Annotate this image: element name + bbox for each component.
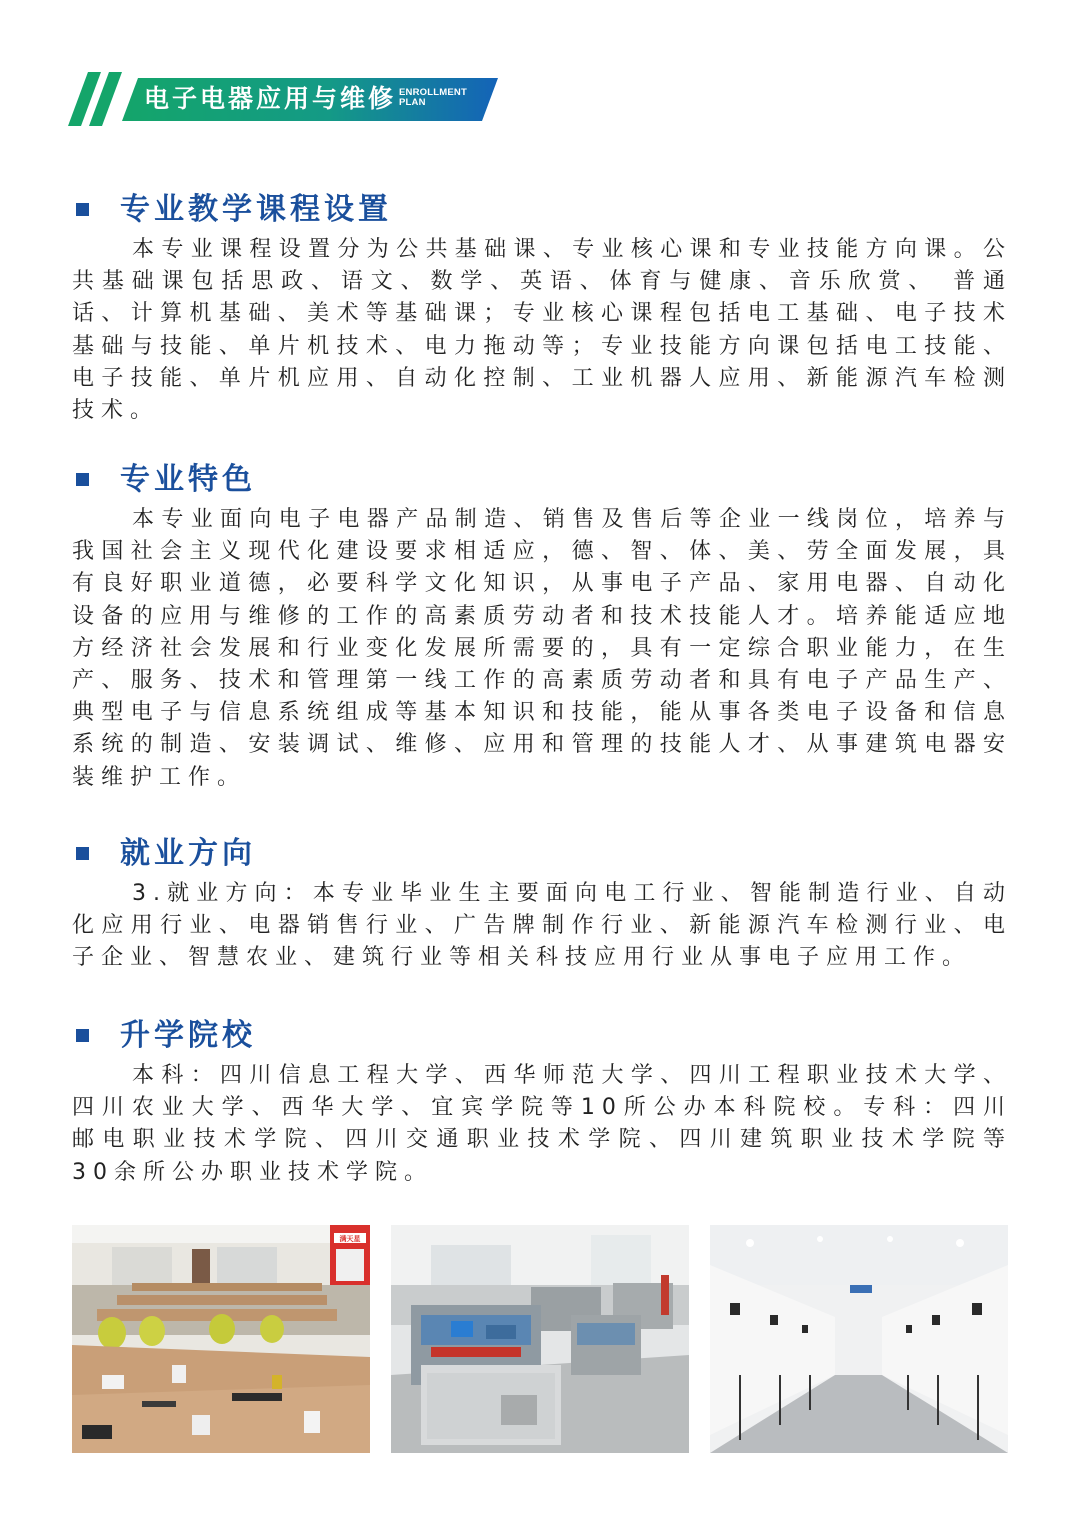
section-curriculum <box>72 190 1012 427</box>
automation-lab-photo <box>391 1225 689 1453</box>
banner-subtitle-line2: PLAN <box>399 97 426 108</box>
banner-subtitle-line1: ENROLLMENT <box>399 87 467 98</box>
banner-subtitle <box>399 88 489 108</box>
section-universities <box>72 1016 1012 1189</box>
section-heading-row <box>72 1016 1012 1060</box>
section-features <box>72 460 1012 794</box>
banner-stripes <box>0 0 520 140</box>
electrical-panel-lab-photo <box>710 1225 1008 1453</box>
section-heading-row <box>72 460 1012 504</box>
sign-text: 满天星 <box>339 1235 361 1243</box>
header-banner <box>0 0 1080 140</box>
section-body: 3.就业方向：本专业毕业生主要面向电工行业、智能制造行业、自动化应用行业、电器销售行业、广告牌制作行业、新能源汽车检测行业、电子企业、智慧农业、建筑行业等相关科技应用行业从事电子应用工作。 <box>72 881 1012 971</box>
section-body: 本专业面向电子电器产品制造、销售及售后等企业一线岗位，培养与我国社会主义现代化建设要求相适应，德、智、体、美、劳全面发展，具有良好职业道德，必要科学文化知识，从事电子产品、家用电器、自动化设备的应用与维修的工作的高素质劳动者和技术技能人才。培养能适应地方经济社会发展和行业变化发展所需要的，具有一定综合职业能力，在生产、服务、技术和管理第一线工作的高素质劳动者和具有电子产品生产、典型电子与信息系统组成等基本知识和技能，能从事各类电子设备和信息系统的制造、安装调试、维修、应用和管理的技能人才、从事建筑电器安装维护工作。 <box>72 507 1012 790</box>
photo-electrical-lab <box>710 1225 1008 1453</box>
square-bullet-icon <box>76 473 89 486</box>
section-heading-row <box>72 834 1012 878</box>
section-heading-row <box>72 190 1012 234</box>
section-body: 本科：四川信息工程大学、西华师范大学、四川工程职业技术大学、四川农业大学、西华大学、宜宾学院等10所公办本科院校。专科：四川邮电职业技术学院、四川交通职业技术学院、四川建筑职业技术学院等30余所公办职业技术学院。 <box>72 1063 1012 1185</box>
section-heading: 专业特色 <box>120 462 256 497</box>
banner-title: 电子电器应用与维修 <box>144 84 397 113</box>
square-bullet-icon <box>76 203 89 216</box>
square-bullet-icon <box>76 847 89 860</box>
training-workshop-photo <box>72 1225 370 1453</box>
section-heading: 升学院校 <box>120 1018 256 1053</box>
photo-automation-lab <box>391 1225 689 1453</box>
section-heading: 专业教学课程设置 <box>120 192 392 227</box>
section-body: 本专业课程设置分为公共基础课、专业核心课和专业技能方向课。公共基础课包括思政、语文、数学、英语、体育与健康、音乐欣赏、 普通话、计算机基础、美术等基础课；专业核心课程包括电工基础、电子技术基础与技能、单片机技术、电力拖动等；专业技能方向课包括电工技能、电子技能、单片机应用、自动化控制、工业机器人应用、新能源汽车检测技术。 <box>72 237 1012 424</box>
square-bullet-icon <box>76 1029 89 1042</box>
photo-training-workshop <box>72 1225 370 1453</box>
section-employment <box>72 834 1012 975</box>
section-heading: 就业方向 <box>120 836 256 871</box>
